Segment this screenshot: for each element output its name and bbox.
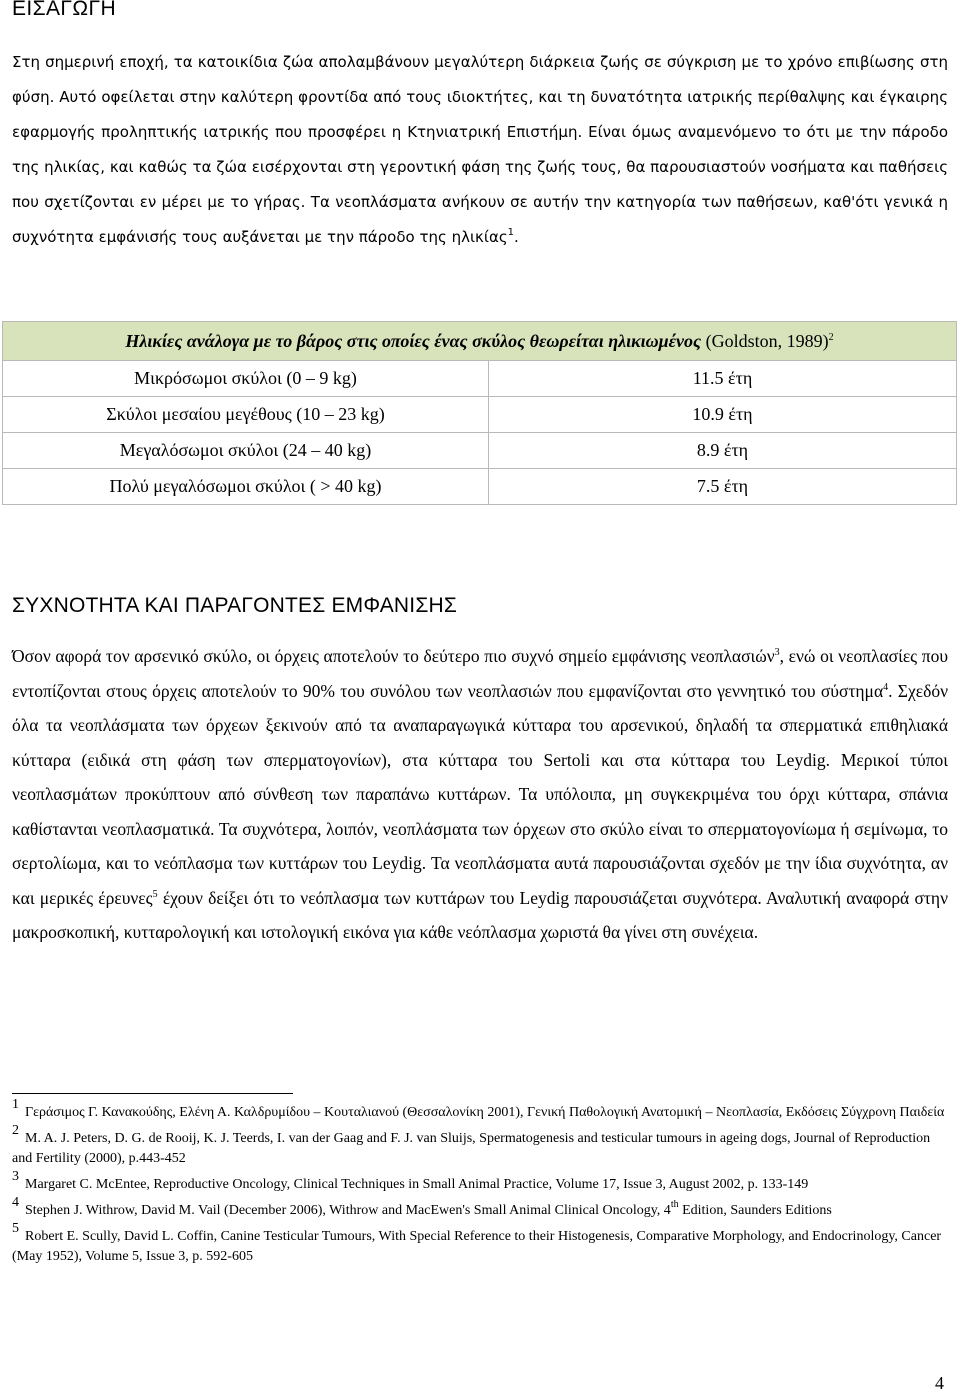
dog-size-category: Σκύλοι μεσαίου μεγέθους (10 – 23 kg) <box>3 397 489 433</box>
frequency-text: , ενώ οι νεοπλασίες που εντοπίζονται στους όρχεις αποτελούν το 90% του συνόλου των νεοπλασιών που εμφανίζονται στο γεννητικό του σύστημα <box>12 646 948 701</box>
footnote-text: Stephen J. Withrow, David M. Vail (December 2006), Withrow and MacEwen's Small Animal Clinical Oncology, 4 <box>25 1203 671 1218</box>
dog-size-category: Μικρόσωμοι σκύλοι (0 – 9 kg) <box>3 361 489 397</box>
intro-paragraph <box>12 45 948 255</box>
footnote-text: Γεράσιμος Γ. Κανακούδης, Ελένη Α. Καλδρυμίδου – Κουταλιανού (Θεσσαλονίκη 2001), Γενική Παθολογική Ανατομική – Νεοπλασία, Εκδόσεις Σύγχρονη Παιδεία <box>25 1105 945 1120</box>
footnote-ref: 4 <box>883 681 889 693</box>
age-table-caption <box>3 322 957 361</box>
footnote <box>12 1195 948 1221</box>
senior-age: 10.9 έτη <box>489 397 957 433</box>
table-row <box>3 469 957 505</box>
footnote-number: 1 <box>12 1097 19 1112</box>
footnote-number: 3 <box>12 1169 19 1184</box>
footnote-text: Margaret C. McEntee, Reproductive Oncology, Clinical Techniques in Small Animal Practice, Volume 17, Issue 3, August 2002, p. 133-149 <box>25 1177 809 1192</box>
footnote <box>12 1097 948 1123</box>
intro-end: . <box>514 228 519 246</box>
footnote <box>12 1221 948 1267</box>
page-number: 4 <box>935 1373 944 1393</box>
frequency-text: Όσον αφορά τον αρσενικό σκύλο, οι όρχεις αποτελούν το δεύτερο πιο συχνό σημείο εμφάνισης νεοπλασιών <box>12 646 775 666</box>
age-table <box>2 321 957 505</box>
caption-bold: Ηλικίες ανάλογα με το βάρος στις οποίες ένας σκύλος θεωρείται ηλικιωμένος <box>125 330 702 351</box>
footnote-text: M. A. J. Peters, D. G. de Rooij, K. J. Teerds, I. van der Gaag and F. J. van Sluijs, Spermatogenesis and testicular tumours in ageing dogs, Journal of Reproduction and Fertility (2000), p.443-452 <box>12 1131 931 1166</box>
footnote-superscript: th <box>670 1199 679 1210</box>
footnote-number: 4 <box>12 1195 19 1210</box>
dog-size-category: Πολύ μεγαλόσωμοι σκύλοι ( > 40 kg) <box>3 469 489 505</box>
senior-age: 7.5 έτη <box>489 469 957 505</box>
dog-size-category: Μεγαλόσωμοι σκύλοι (24 – 40 kg) <box>3 433 489 469</box>
footnote-text: Robert E. Scully, David L. Coffin, Canine Testicular Tumours, With Special Reference to their Histogenesis, Comparative Morphology, and Endocrinology, Cancer (May 1952), Volume 5, Issue 3, p. 592-605 <box>12 1229 942 1264</box>
footnote-ref: 5 <box>152 888 158 900</box>
footnote-ref: 1 <box>507 227 515 238</box>
footnote-ref: 3 <box>774 647 780 658</box>
frequency-paragraph <box>12 639 948 950</box>
frequency-text: . Σχεδόν όλα τα νεοπλάσματα των όρχεων ξεκινούν από τα αναπαραγωγικά κύτταρα του αρσενικού, δηλαδή τα σπερματικά επιθηλιακά κύτταρα (ειδικά στη φάση των σπερματογονίων), στα κύτταρα του Sertoli και στα κύτταρα του Leydig. Μερικοί τύποι νεοπλασμάτων προκύπτουν από σύνθεση των παραπάνω κυττάρων. Τα υπόλοιπα, μη συγκεκριμένα του όρχι κύτταρα, σπάνια καθίστανται νεοπλασματικά. Τα συχνότερα, λοιπόν, νεοπλάσματα των όρχεων στο σκύλο είναι το σπερματογονίωμα ή σεμίνωμα, το σερτολίωμα, και το νεόπλασμα των κυττάρων του Leydig. Τα νεοπλάσματα αυτά παρουσιάζονται σχεδόν με την ίδια συχνότητα, αν και μερικές έρευνες <box>12 680 948 908</box>
frequency-heading: ΣΥΧΝΟΤΗΤΑ ΚΑΙ ΠΑΡΑΓΟΝΤΕΣ ΕΜΦΑΝΙΣΗΣ <box>12 594 458 617</box>
footnote <box>12 1169 948 1195</box>
footnotes <box>12 1097 948 1273</box>
footnote-ref: 2 <box>828 331 834 343</box>
senior-age: 8.9 έτη <box>489 433 957 469</box>
frequency-text: έχουν δείξει ότι το νεόπλασμα των κυττάρων του Leydig παρουσιάζεται συχνότερα. Αναλυτική αναφορά στην μακροσκοπική, κυτταρολογική και ιστολογική εικόνα για κάθε νεόπλασμα χωριστά θα γίνει στη συνέχεια. <box>12 887 948 942</box>
table-row <box>3 397 957 433</box>
footnote-text: Edition, Saunders Editions <box>678 1203 832 1218</box>
table-row <box>3 433 957 469</box>
footnote <box>12 1123 948 1169</box>
senior-age: 11.5 έτη <box>489 361 957 397</box>
table-row <box>3 361 957 397</box>
footnote-number: 5 <box>12 1221 19 1236</box>
footnote-separator <box>12 1093 293 1094</box>
caption-source: (Goldston, 1989) <box>701 330 829 351</box>
intro-heading: ΕΙΣΑΓΩΓΗ <box>12 0 117 20</box>
footnote-number: 2 <box>12 1123 19 1138</box>
intro-text: Στη σημερινή εποχή, τα κατοικίδια ζώα απολαμβάνουν μεγαλύτερη διάρκεια ζωής σε σύγκριση με το χρόνο επιβίωσης στη φύση. Αυτό οφείλεται στην καλύτερη φροντίδα από τους ιδιοκτήτες, και τη δυνατότητα ιατρικής περίθαλψης και έγκαιρης εφαρμογής προληπτικής ιατρικής που προσφέρει η Κτηνιατρική Επιστήμη. Είναι όμως αναμενόμενο το ότι με την πάροδο της ηλικίας, και καθώς τα ζώα εισέρχονται στη γεροντική φάση της ζωής τους, θα παρουσιαστούν νοσήματα και παθήσεις που σχετίζονται εν μέρει με το γήρας. Τα νεοπλάσματα ανήκουν σε αυτήν την κατηγορία των παθήσεων, καθ'ότι γενικά η συχνότητα εμφάνισής τους αυξάνεται με την πάροδο της ηλικίας <box>12 53 948 246</box>
